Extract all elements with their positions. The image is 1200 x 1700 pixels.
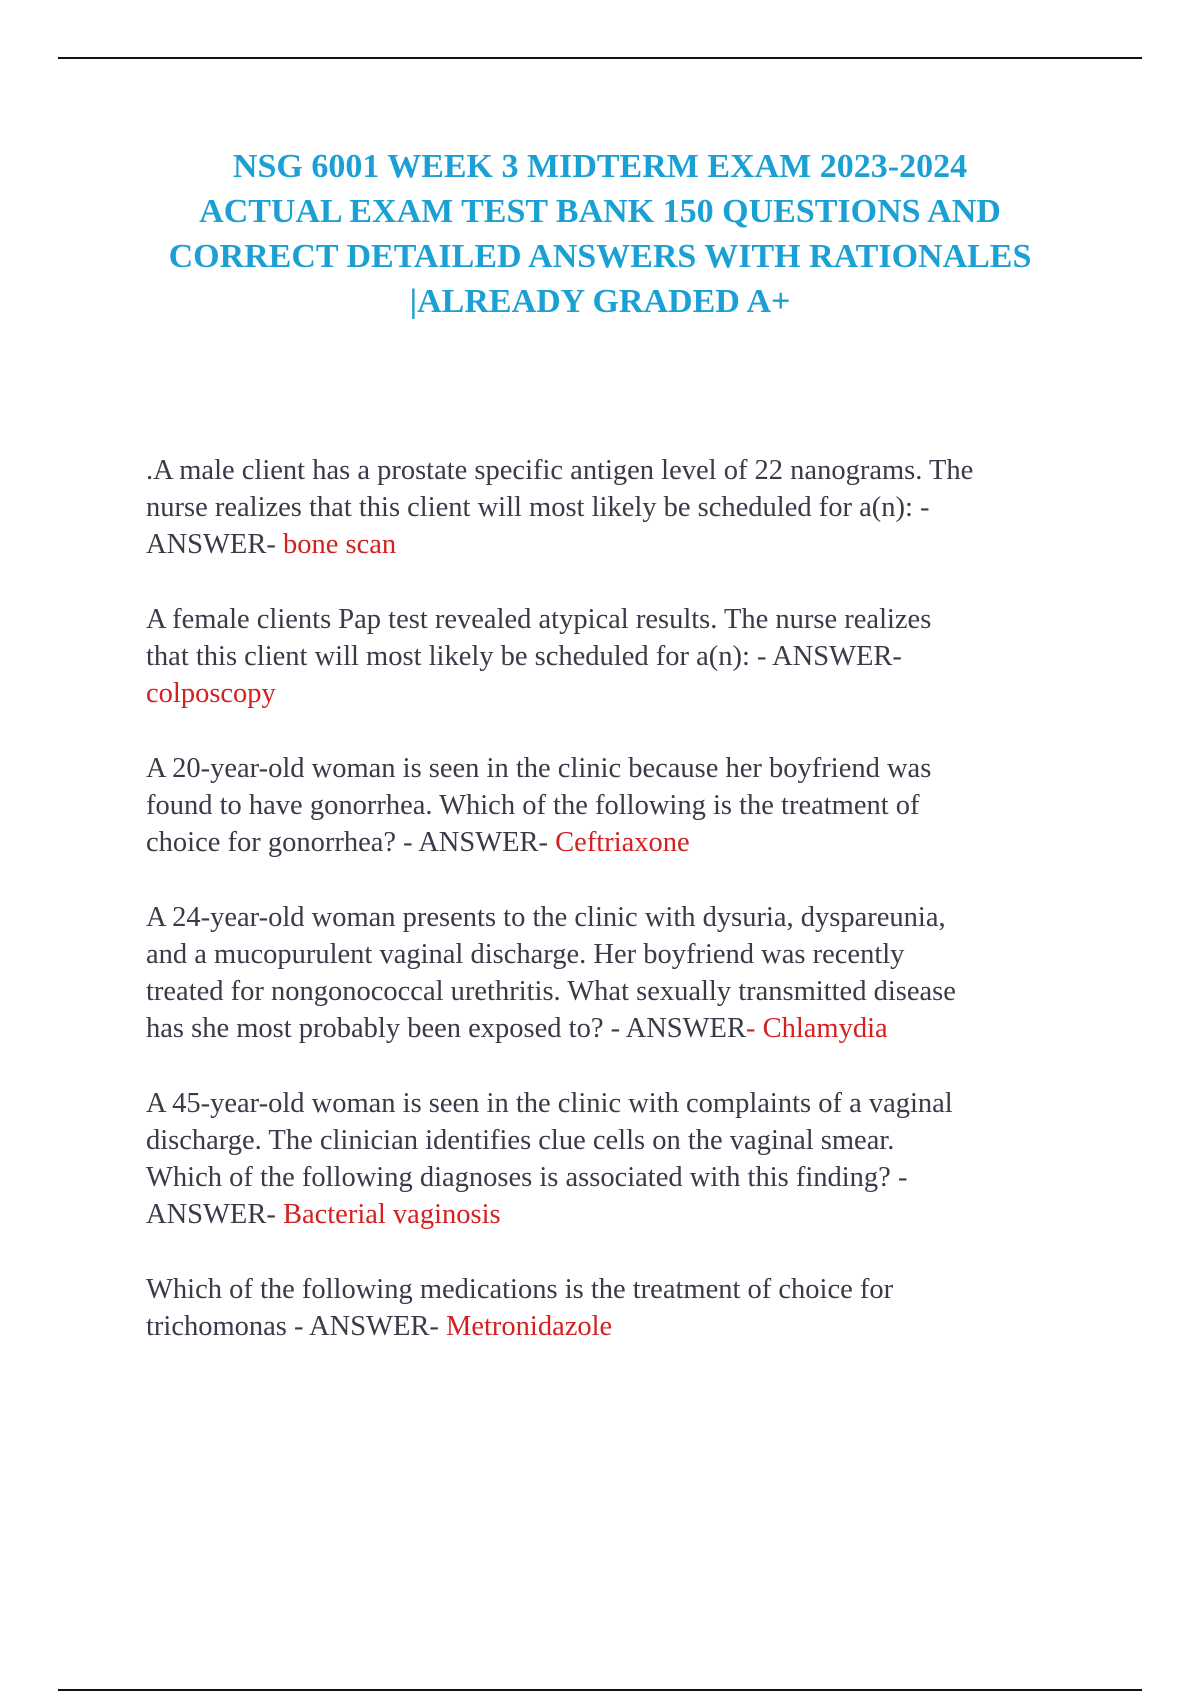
question-text: discharge. The clinician identifies clue cells on the vaginal smear.	[146, 1125, 895, 1156]
question-text: treated for nongonococcal urethritis. What sexually transmitted disease	[146, 976, 956, 1007]
answer-text: colposcopy	[146, 678, 276, 709]
question-text: trichomonas - ANSWER-	[146, 1311, 447, 1342]
question-text: ANSWER-	[146, 529, 283, 560]
bottom-rule	[58, 1689, 1142, 1691]
question-item	[146, 899, 1096, 1047]
answer-text: Bacterial vaginosis	[282, 1199, 501, 1230]
title-line: ACTUAL EXAM TEST BANK 150 QUESTIONS AND	[199, 193, 1001, 230]
question-text: A 20-year-old woman is seen in the clinic because her boyfriend was	[146, 753, 932, 784]
question-text: Which of the following medications is the treatment of choice for	[146, 1274, 894, 1305]
answer-text: Ceftriaxone	[555, 827, 690, 858]
question-text: ANSWER-	[146, 1199, 283, 1230]
question-text: A 24-year-old woman presents to the clinic with dysuria, dyspareunia,	[146, 902, 946, 933]
question-text: nurse realizes that this client will most likely be scheduled for a(n): -	[146, 492, 930, 523]
question-answer-line	[146, 675, 1096, 712]
title-line: NSG 6001 WEEK 3 MIDTERM EXAM 2023-2024	[232, 148, 968, 185]
question-answer-line	[146, 526, 1096, 563]
question-text: that this client will most likely be scheduled for a(n): - ANSWER-	[146, 641, 902, 672]
question-text: and a mucopurulent vaginal discharge. Her boyfriend was recently	[146, 939, 905, 970]
title-line: CORRECT DETAILED ANSWERS WITH RATIONALES	[168, 238, 1032, 275]
question-text: has she most probably been exposed to? - ANSWER	[146, 1013, 746, 1044]
question-item	[146, 1271, 1096, 1345]
question-text: found to have gonorrhea. Which of the following is the treatment of	[146, 790, 920, 821]
question-item	[146, 601, 1096, 712]
question-list	[146, 452, 1096, 1383]
answer-text: Metronidazole	[446, 1311, 613, 1342]
question-item	[146, 452, 1096, 563]
title-line: |ALREADY GRADED A+	[409, 283, 791, 320]
question-answer-line	[146, 824, 1096, 861]
question-answer-line	[146, 1010, 1096, 1047]
question-answer-line	[146, 1308, 1096, 1345]
answer-text: bone scan	[282, 529, 397, 560]
question-text: A female clients Pap test revealed atypical results. The nurse realizes	[146, 604, 932, 635]
document-title	[110, 144, 1090, 324]
question-text: choice for gonorrhea? - ANSWER-	[146, 827, 556, 858]
question-text: Which of the following diagnoses is associated with this finding? -	[146, 1162, 908, 1193]
question-text: A 45-year-old woman is seen in the clinic with complaints of a vaginal	[146, 1088, 953, 1119]
top-rule	[58, 57, 1142, 59]
question-answer-line	[146, 1196, 1096, 1233]
question-item	[146, 1085, 1096, 1233]
question-text: .A male client has a prostate specific antigen level of 22 nanograms. The	[146, 455, 974, 486]
answer-text: - Chlamydia	[745, 1013, 888, 1044]
question-item	[146, 750, 1096, 861]
